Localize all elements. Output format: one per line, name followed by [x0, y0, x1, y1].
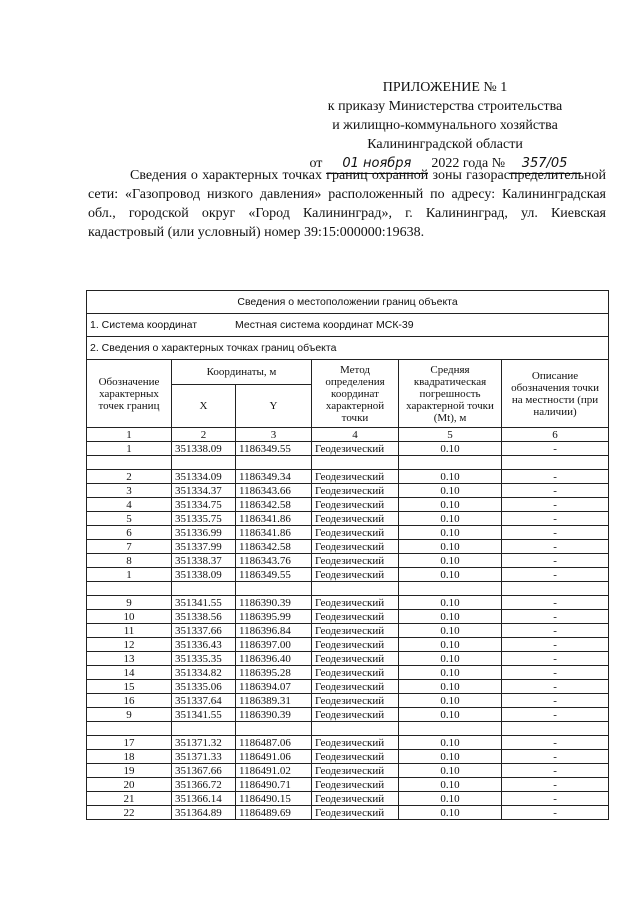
- y-cell: 1186389.31: [236, 694, 312, 708]
- boundary-points-table: [86, 290, 609, 820]
- empty-cell: [312, 582, 399, 596]
- column-number: 6: [502, 428, 609, 442]
- description-cell: -: [502, 764, 609, 778]
- y-cell: 1186394.07: [236, 680, 312, 694]
- point-id-cell: 9: [87, 596, 172, 610]
- description-cell: -: [502, 736, 609, 750]
- table-row: [87, 512, 609, 526]
- table-row: [87, 484, 609, 498]
- y-cell: 1186349.34: [236, 470, 312, 484]
- point-id-cell: 12: [87, 638, 172, 652]
- order-line: к приказу Министерства строительства: [327, 99, 563, 114]
- x-cell: 351335.35: [172, 652, 236, 666]
- empty-cell: [502, 582, 609, 596]
- intro-paragraph: Сведения о характерных точках границ охранной зоны газораспределительной сети: «Газопровод низкого давления» расположенный по адресу: Калининградская обл., городской округ «Город Калининград», г. Калининград, ул. Киевская кадастровый (или условный) номер 39:15:000000:19638.: [88, 168, 606, 240]
- group-separator-row: [87, 582, 609, 596]
- table-row: [87, 806, 609, 820]
- error-cell: 0.10: [399, 624, 502, 638]
- from-prefix: от: [309, 156, 323, 171]
- error-cell: 0.10: [399, 680, 502, 694]
- point-id-cell: 2: [87, 470, 172, 484]
- y-cell: 1186349.55: [236, 442, 312, 456]
- column-number: 4: [312, 428, 399, 442]
- x-cell: 351335.75: [172, 512, 236, 526]
- table-row: [87, 708, 609, 722]
- table-row: [87, 680, 609, 694]
- y-cell: 1186341.86: [236, 526, 312, 540]
- x-cell: 351338.09: [172, 442, 236, 456]
- empty-cell: [399, 582, 502, 596]
- x-cell: 351338.37: [172, 554, 236, 568]
- method-cell: Геодезический: [312, 680, 399, 694]
- table-row: [87, 666, 609, 680]
- method-cell: Геодезический: [312, 778, 399, 792]
- x-cell: 351336.43: [172, 638, 236, 652]
- x-cell: 351366.14: [172, 792, 236, 806]
- description-cell: -: [502, 708, 609, 722]
- description-cell: -: [502, 554, 609, 568]
- x-cell: 351341.55: [172, 596, 236, 610]
- table-row: [87, 652, 609, 666]
- handwritten-date: 01 ноября: [326, 154, 428, 174]
- table-row: [87, 764, 609, 778]
- description-cell: -: [502, 652, 609, 666]
- error-cell: 0.10: [399, 442, 502, 456]
- x-cell: 351334.82: [172, 666, 236, 680]
- x-cell: 351337.66: [172, 624, 236, 638]
- description-cell: -: [502, 540, 609, 554]
- error-cell: 0.10: [399, 694, 502, 708]
- y-cell: 1186390.39: [236, 708, 312, 722]
- y-cell: 1186342.58: [236, 498, 312, 512]
- empty-cell: [87, 722, 172, 736]
- ministry-line: и жилищно-коммунального хозяйства: [332, 118, 558, 133]
- coordinate-system-row: [87, 314, 609, 337]
- description-cell: -: [502, 750, 609, 764]
- empty-cell: [399, 722, 502, 736]
- method-cell: Геодезический: [312, 568, 399, 582]
- description-cell: -: [502, 624, 609, 638]
- x-cell: 351334.37: [172, 484, 236, 498]
- y-cell: 1186490.71: [236, 778, 312, 792]
- x-cell: 351334.09: [172, 470, 236, 484]
- header-error: Средняя квадратическая погрешность характерной точки (Mt), м: [399, 360, 502, 428]
- method-cell: Геодезический: [312, 736, 399, 750]
- x-cell: 351364.89: [172, 806, 236, 820]
- x-cell: 351371.32: [172, 736, 236, 750]
- point-id-cell: 1: [87, 568, 172, 582]
- header-x: X: [172, 385, 236, 428]
- header-method: Метод определения координат характерной точки: [312, 360, 399, 428]
- table-row: [87, 750, 609, 764]
- point-id-cell: 1: [87, 442, 172, 456]
- table-row: [87, 694, 609, 708]
- appendix-title: ПРИЛОЖЕНИЕ № 1: [382, 80, 508, 95]
- table-row: [87, 624, 609, 638]
- year-text: 2022 года №: [431, 156, 506, 171]
- table-row: [87, 554, 609, 568]
- points-section-title: 2. Сведения о характерных точках границ объекта: [87, 337, 609, 360]
- table-row: [87, 568, 609, 582]
- empty-cell: [236, 582, 312, 596]
- coordinate-system-value: Местная система координат МСК-39: [235, 319, 414, 331]
- empty-cell: [399, 456, 502, 470]
- y-cell: 1186396.40: [236, 652, 312, 666]
- header-designation: Обозначение характерных точек границ: [87, 360, 172, 428]
- y-cell: 1186342.58: [236, 540, 312, 554]
- point-id-cell: 21: [87, 792, 172, 806]
- description-cell: -: [502, 568, 609, 582]
- x-cell: 351367.66: [172, 764, 236, 778]
- y-cell: 1186395.28: [236, 666, 312, 680]
- point-id-cell: 9: [87, 708, 172, 722]
- header-y: Y: [236, 385, 312, 428]
- empty-cell: [87, 456, 172, 470]
- table-row: [87, 596, 609, 610]
- table-row: [87, 498, 609, 512]
- table-row: [87, 540, 609, 554]
- method-cell: Геодезический: [312, 764, 399, 778]
- method-cell: Геодезический: [312, 652, 399, 666]
- description-cell: -: [502, 498, 609, 512]
- y-cell: 1186343.66: [236, 484, 312, 498]
- empty-cell: [172, 722, 236, 736]
- error-cell: 0.10: [399, 750, 502, 764]
- description-cell: -: [502, 792, 609, 806]
- error-cell: 0.10: [399, 554, 502, 568]
- empty-cell: [236, 722, 312, 736]
- x-cell: 351371.33: [172, 750, 236, 764]
- method-cell: Геодезический: [312, 806, 399, 820]
- error-cell: 0.10: [399, 568, 502, 582]
- error-cell: 0.10: [399, 764, 502, 778]
- table-row: [87, 442, 609, 456]
- point-id-cell: 13: [87, 652, 172, 666]
- point-id-cell: 11: [87, 624, 172, 638]
- method-cell: Геодезический: [312, 498, 399, 512]
- region-line: Калининградской области: [367, 137, 523, 152]
- point-id-cell: 10: [87, 610, 172, 624]
- column-number: 1: [87, 428, 172, 442]
- y-cell: 1186487.06: [236, 736, 312, 750]
- x-cell: 351334.75: [172, 498, 236, 512]
- method-cell: Геодезический: [312, 694, 399, 708]
- description-cell: -: [502, 778, 609, 792]
- point-id-cell: 4: [87, 498, 172, 512]
- point-id-cell: 17: [87, 736, 172, 750]
- header-coordinates: Координаты, м: [172, 360, 312, 385]
- handwritten-number: 357/05: [509, 154, 581, 174]
- empty-cell: [172, 456, 236, 470]
- table-row: [87, 792, 609, 806]
- point-id-cell: 8: [87, 554, 172, 568]
- error-cell: 0.10: [399, 652, 502, 666]
- group-separator-row: [87, 722, 609, 736]
- point-id-cell: 7: [87, 540, 172, 554]
- y-cell: 1186395.99: [236, 610, 312, 624]
- point-id-cell: 16: [87, 694, 172, 708]
- table-title: Сведения о местоположении границ объекта: [87, 291, 609, 314]
- x-cell: 351366.72: [172, 778, 236, 792]
- error-cell: 0.10: [399, 484, 502, 498]
- method-cell: Геодезический: [312, 596, 399, 610]
- table-row: [87, 736, 609, 750]
- method-cell: Геодезический: [312, 526, 399, 540]
- table-row: [87, 470, 609, 484]
- method-cell: Геодезический: [312, 610, 399, 624]
- error-cell: 0.10: [399, 778, 502, 792]
- group-separator-row: [87, 456, 609, 470]
- y-cell: 1186491.02: [236, 764, 312, 778]
- error-cell: 0.10: [399, 512, 502, 526]
- y-cell: 1186490.15: [236, 792, 312, 806]
- header-description: Описание обозначения точки на местности (при наличии): [502, 360, 609, 428]
- method-cell: Геодезический: [312, 708, 399, 722]
- error-cell: 0.10: [399, 736, 502, 750]
- method-cell: Геодезический: [312, 750, 399, 764]
- y-cell: 1186397.00: [236, 638, 312, 652]
- point-id-cell: 14: [87, 666, 172, 680]
- error-cell: 0.10: [399, 596, 502, 610]
- coordinate-system-label: 1. Система координат: [90, 319, 198, 331]
- point-id-cell: 5: [87, 512, 172, 526]
- error-cell: 0.10: [399, 498, 502, 512]
- empty-cell: [312, 722, 399, 736]
- table-row: [87, 526, 609, 540]
- description-cell: -: [502, 442, 609, 456]
- x-cell: 351338.09: [172, 568, 236, 582]
- method-cell: Геодезический: [312, 512, 399, 526]
- y-cell: 1186341.86: [236, 512, 312, 526]
- error-cell: 0.10: [399, 526, 502, 540]
- column-numbers-row: [87, 428, 609, 442]
- point-id-cell: 3: [87, 484, 172, 498]
- method-cell: Геодезический: [312, 540, 399, 554]
- x-cell: 351335.06: [172, 680, 236, 694]
- empty-cell: [236, 456, 312, 470]
- y-cell: 1186349.55: [236, 568, 312, 582]
- empty-cell: [502, 722, 609, 736]
- x-cell: 351337.64: [172, 694, 236, 708]
- column-number: 3: [236, 428, 312, 442]
- method-cell: Геодезический: [312, 470, 399, 484]
- y-cell: 1186396.84: [236, 624, 312, 638]
- description-cell: -: [502, 680, 609, 694]
- point-id-cell: 20: [87, 778, 172, 792]
- y-cell: 1186489.69: [236, 806, 312, 820]
- method-cell: Геодезический: [312, 624, 399, 638]
- point-id-cell: 15: [87, 680, 172, 694]
- description-cell: -: [502, 666, 609, 680]
- column-number: 2: [172, 428, 236, 442]
- document-header: [300, 78, 590, 174]
- empty-cell: [172, 582, 236, 596]
- method-cell: Геодезический: [312, 638, 399, 652]
- description-cell: -: [502, 610, 609, 624]
- description-cell: -: [502, 638, 609, 652]
- error-cell: 0.10: [399, 540, 502, 554]
- table-row: [87, 610, 609, 624]
- error-cell: 0.10: [399, 470, 502, 484]
- error-cell: 0.10: [399, 610, 502, 624]
- x-cell: 351337.99: [172, 540, 236, 554]
- empty-cell: [312, 456, 399, 470]
- error-cell: 0.10: [399, 638, 502, 652]
- x-cell: 351341.55: [172, 708, 236, 722]
- description-cell: -: [502, 470, 609, 484]
- y-cell: 1186343.76: [236, 554, 312, 568]
- point-id-cell: 19: [87, 764, 172, 778]
- description-cell: -: [502, 484, 609, 498]
- description-cell: -: [502, 512, 609, 526]
- method-cell: Геодезический: [312, 484, 399, 498]
- description-cell: -: [502, 596, 609, 610]
- description-cell: -: [502, 526, 609, 540]
- y-cell: 1186390.39: [236, 596, 312, 610]
- error-cell: 0.10: [399, 806, 502, 820]
- method-cell: Геодезический: [312, 554, 399, 568]
- method-cell: Геодезический: [312, 792, 399, 806]
- description-cell: -: [502, 694, 609, 708]
- y-cell: 1186491.06: [236, 750, 312, 764]
- point-id-cell: 18: [87, 750, 172, 764]
- x-cell: 351336.99: [172, 526, 236, 540]
- error-cell: 0.10: [399, 708, 502, 722]
- method-cell: Геодезический: [312, 442, 399, 456]
- empty-cell: [502, 456, 609, 470]
- error-cell: 0.10: [399, 792, 502, 806]
- column-number: 5: [399, 428, 502, 442]
- point-id-cell: 6: [87, 526, 172, 540]
- table-row: [87, 778, 609, 792]
- empty-cell: [87, 582, 172, 596]
- x-cell: 351338.56: [172, 610, 236, 624]
- error-cell: 0.10: [399, 666, 502, 680]
- description-cell: -: [502, 806, 609, 820]
- method-cell: Геодезический: [312, 666, 399, 680]
- point-id-cell: 22: [87, 806, 172, 820]
- table-row: [87, 638, 609, 652]
